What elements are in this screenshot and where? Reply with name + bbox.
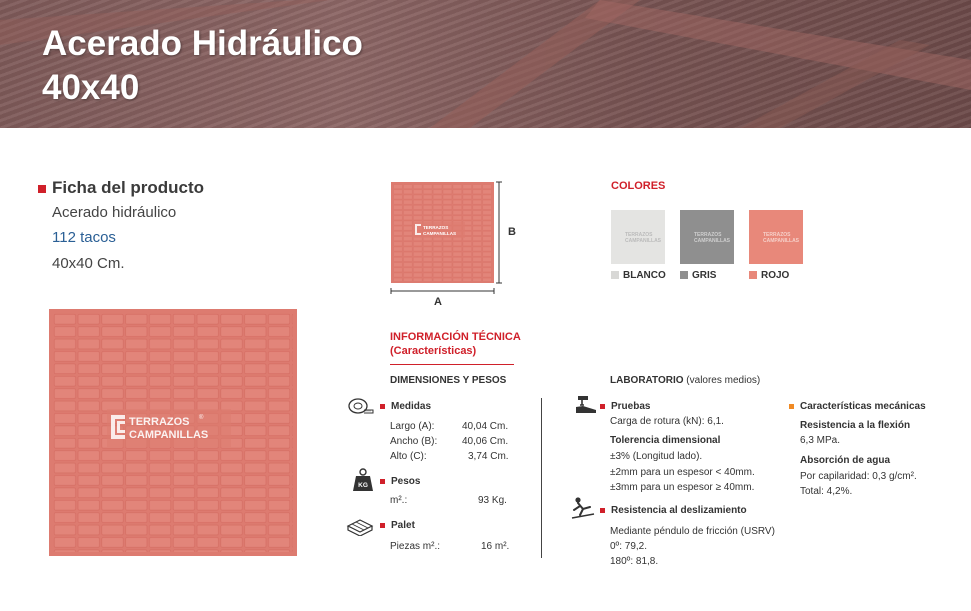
dimensiones-heading: DIMENSIONES Y PESOS [390,375,507,386]
tolerancia-line3: ±3mm para un espesor ≥ 40mm. [610,482,755,493]
hero-banner [0,0,971,128]
deslizamiento-line1: Mediante péndulo de fricción (USRV) [610,526,775,537]
square-bullet-icon [380,404,385,409]
tile-brand-line1: TERRAZOS [129,416,190,428]
medidas-alto-value: 3,74 Cm. [468,451,509,462]
swatch-gris[interactable] [680,210,734,264]
square-bullet-icon [380,523,385,528]
palet-title: Palet [380,520,415,531]
dimension-b-label: B [508,226,516,238]
swatch-blanco[interactable] [611,210,665,264]
medidas-alto-label: Alto (C): [390,451,427,462]
ficha-product-name: Acerado hidráulico [52,204,177,221]
flexion-title: Resistencia a la flexión [800,420,911,431]
medidas-ancho-label: Ancho (B): [390,436,438,447]
ficha-heading [38,178,204,198]
info-tecnica-heading [390,330,521,358]
square-bullet-icon [38,185,46,193]
tile-small-brand-line1: TERRAZOS [423,225,449,230]
square-bullet-icon [789,404,794,409]
deslizamiento-line2: 0º: 79,2. [610,541,648,552]
tolerancia-line2: ±2mm para un espesor < 40mm. [610,467,755,478]
square-bullet-icon [380,479,385,484]
swatch-label-blanco: BLANCO [611,270,666,281]
palet-label: Piezas m².: [390,541,441,552]
dimension-lines [389,180,504,295]
pallet-icon [346,518,374,536]
palet-value: 16 m². [481,541,510,552]
ficha-heading-text: Ficha del producto [52,178,205,197]
flexion-value: 6,3 MPa. [800,435,841,446]
absorcion-line2: Total: 4,2%. [800,486,853,497]
tile-brand-line2: CAMPANILLAS [129,429,209,441]
pruebas-carga: Carga de rotura (kN): 6,1. [610,416,724,427]
absorcion-title: Absorción de agua [800,455,891,466]
absorcion-line1: Por capilaridad: 0,3 g/cm². [800,471,917,482]
hero-title-line1: Acerado Hidráulico [42,24,363,63]
hero-title [42,22,363,110]
info-heading-line2: (Características) [390,345,477,357]
mecanicas-title: Características mecánicas [789,401,926,412]
tolerancia-title: Tolerencia dimensional [610,435,721,446]
swatch-rojo[interactable] [749,210,803,264]
ficha-tacos: 112 tacos [52,229,116,246]
tile-brand-registered: ® [199,415,204,421]
square-bullet-icon [600,404,605,409]
pesos-title: Pesos [380,476,420,487]
medidas-title: Medidas [380,401,431,412]
swatch-label-rojo: ROJO [749,270,789,281]
info-heading-line1: INFORMACIÓN TÉCNICA [390,331,521,343]
hero-title-line2: 40x40 [42,68,140,107]
weight-kg-icon [352,468,374,492]
tape-measure-icon [348,396,374,416]
info-heading-underline [390,364,514,365]
swatch-label-gris: GRIS [680,270,716,281]
medidas-largo-value: 40,04 Cm. [462,421,509,432]
press-test-icon [574,394,598,414]
svg-text:KG: KG [358,482,368,489]
dimension-a-label: A [434,296,442,308]
square-bullet-icon [600,508,605,513]
slip-person-icon [570,496,596,520]
deslizamiento-title: Resistencia al deslizamiento [600,505,747,516]
medidas-ancho-value: 40,06 Cm. [462,436,509,447]
pesos-value: 93 Kg. [478,495,507,506]
ficha-size: 40x40 Cm. [52,255,125,272]
swatch-rojo-brand: TERRAZOS CAMPANILLAS [763,232,800,244]
deslizamiento-line3: 180º: 81,8. [610,556,659,567]
swatch-gris-brand: TERRAZOS CAMPANILLAS [694,232,731,244]
colores-heading: COLORES [611,180,666,192]
column-separator [541,398,542,558]
tile-small-brand-line2: CAMPANILLAS [423,231,457,236]
tolerancia-line1: ±3% (Longitud lado). [610,451,703,462]
pesos-label: m².: [390,495,408,506]
tile-large-image [49,309,297,556]
medidas-largo-label: Largo (A): [390,421,435,432]
pruebas-title: Pruebas [600,401,650,412]
laboratorio-heading: LABORATORIO (valores medios) [610,375,761,386]
swatch-blanco-brand: TERRAZOS CAMPANILLAS [625,232,662,244]
